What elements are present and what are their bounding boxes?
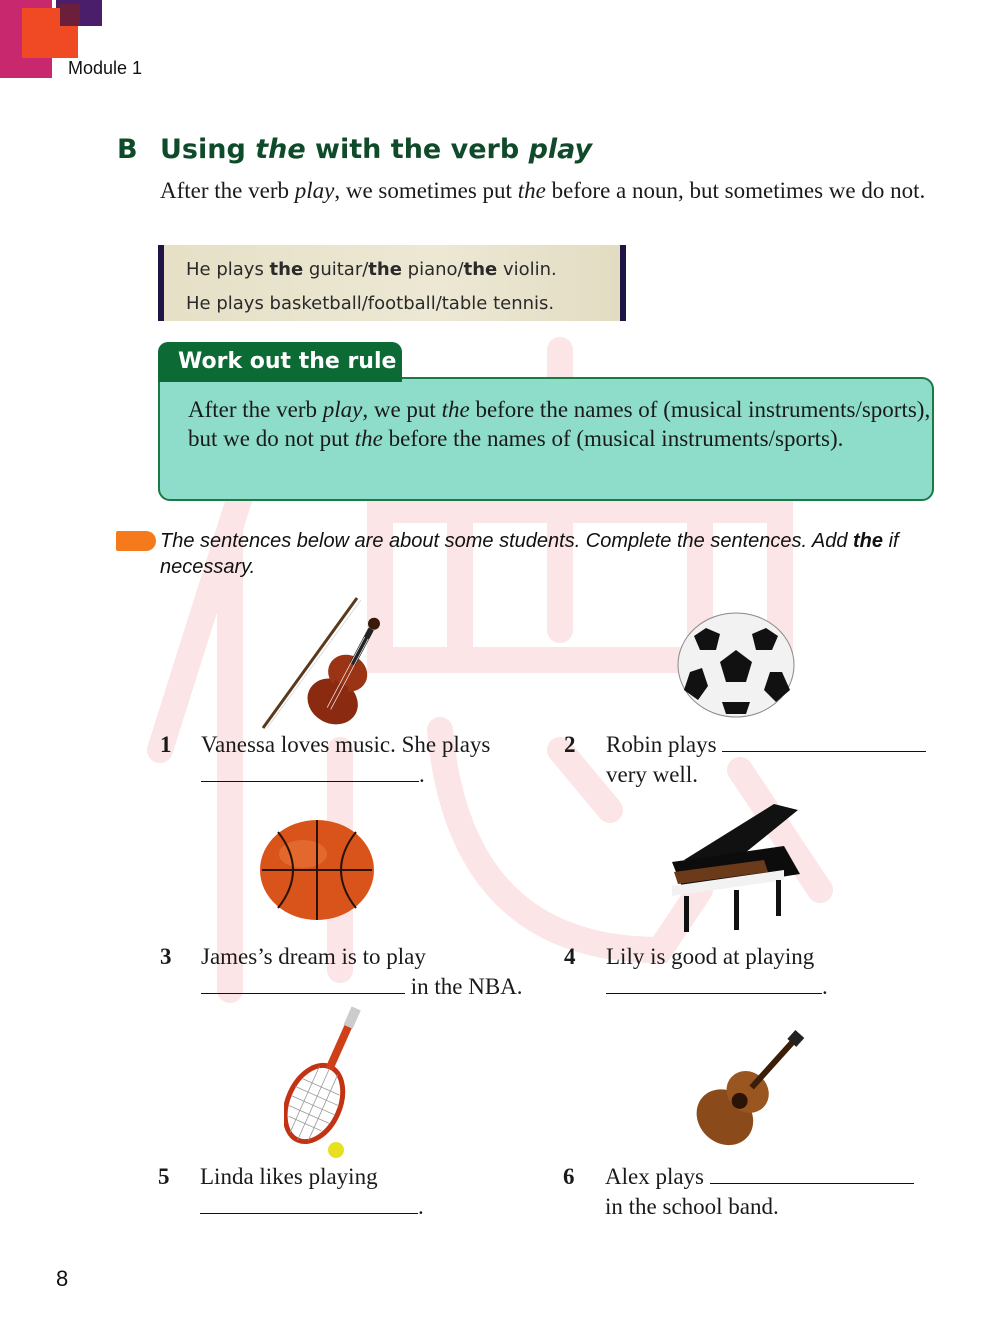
- exercise-3-text: James’s dream is to play: [201, 944, 426, 969]
- exercise-5-blank[interactable]: [200, 1193, 418, 1214]
- page-number: 8: [56, 1266, 69, 1291]
- exercise-3-number: 3: [160, 944, 172, 969]
- basketball-icon: [258, 818, 376, 922]
- module-label: Module 1: [68, 58, 143, 78]
- exercise-2-blank[interactable]: [722, 731, 926, 752]
- section-title: Using the with the verb play: [160, 134, 593, 165]
- example-line-2: He plays basketball/football/table tennis.: [186, 293, 555, 314]
- instruction-marker: [116, 531, 156, 551]
- exercise-5-text: Linda likes playing: [200, 1164, 378, 1189]
- exercise-6-line2: in the school band.: [605, 1194, 779, 1219]
- guitar-icon: [688, 1016, 818, 1156]
- exercise-2-number: 2: [564, 732, 576, 757]
- exercise-4-number: 4: [564, 944, 576, 969]
- rule-box: After the verb play, we put the before the names of (musical instruments/sports), but we do not put the before the names of (musical instruments/sports).: [158, 377, 934, 501]
- exercise-6-number: 6: [563, 1164, 575, 1189]
- section-intro: After the verb play, we sometimes put the before a noun, but sometimes we do not.: [160, 178, 926, 203]
- exercise-4-blank[interactable]: [606, 973, 822, 994]
- example-box: [158, 245, 626, 321]
- exercise-2-line2: very well.: [606, 762, 698, 787]
- tennis-racket-icon: [284, 1004, 394, 1160]
- exercise-4-text: Lily is good at playing: [606, 944, 815, 969]
- example-line-1: He plays the guitar/the piano/the violin.: [186, 259, 557, 280]
- exercise-3-blank[interactable]: [201, 973, 405, 994]
- exercise-5-number: 5: [158, 1164, 170, 1189]
- rule-tab-label: Work out the rule: [158, 342, 402, 382]
- violin-icon: [255, 592, 395, 732]
- exercise-5-line2: .: [200, 1192, 424, 1222]
- exercise-3-line2: in the NBA.: [201, 972, 523, 1002]
- piano-icon: [664, 800, 804, 936]
- exercise-1-blank[interactable]: [201, 761, 419, 782]
- exercise-1-line2: .: [201, 760, 425, 790]
- logo-square-dark: [60, 4, 80, 26]
- football-icon: [676, 610, 796, 720]
- section-letter: B: [117, 134, 138, 165]
- exercise-4-line2: .: [606, 972, 828, 1002]
- exercise-2-text: Robin plays: [606, 730, 926, 760]
- exercise-1-text: Vanessa loves music. She plays: [201, 732, 491, 757]
- exercise-1-number: 1: [160, 732, 172, 757]
- instruction-text: The sentences below are about some students. Complete the sentences. Add the if necessary.: [160, 530, 899, 578]
- exercise-6-blank[interactable]: [710, 1163, 914, 1184]
- exercise-6-text: Alex plays: [605, 1162, 914, 1192]
